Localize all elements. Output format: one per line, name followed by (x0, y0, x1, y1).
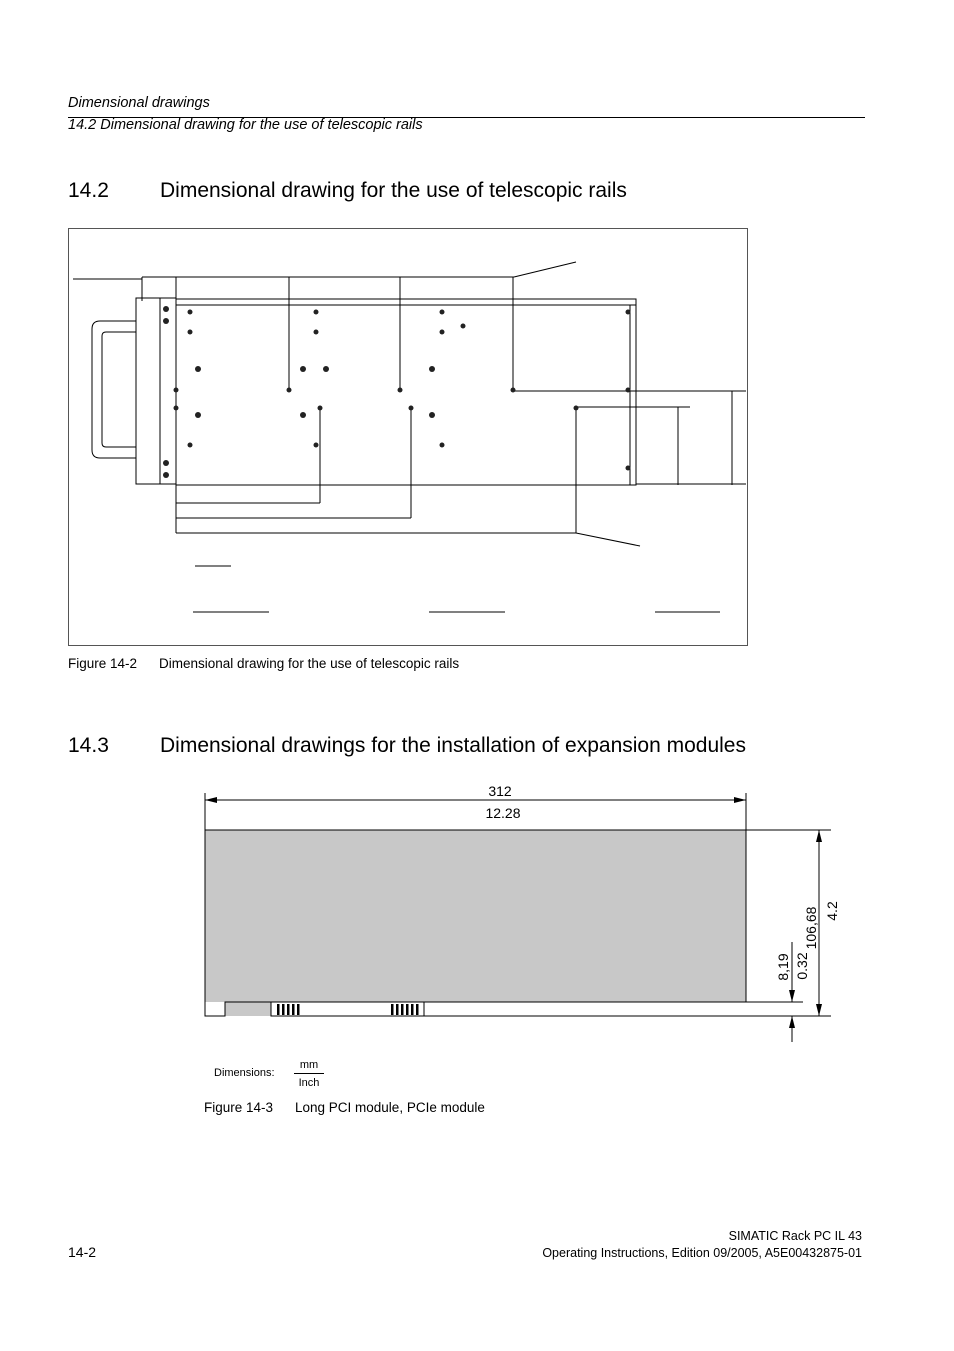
footer-page-number: 14-2 (68, 1244, 97, 1260)
footer-doc-info: Operating Instructions, Edition 09/2005, A5E00432875-01 (542, 1246, 862, 1260)
height-inch-label: 4.2 (824, 901, 840, 921)
edge-connector (271, 1002, 424, 1016)
dimensions-legend-label-html: Dimensions: (214, 1067, 275, 1079)
footer-product: SIMATIC Rack PC IL 43 (728, 1229, 862, 1243)
section-14-3-number: 14.3 (68, 734, 109, 757)
running-header-chapter: Dimensional drawings (68, 95, 210, 111)
pci-module-drawing (195, 780, 845, 1050)
section-14-3-title: Dimensional drawings for the installation of expansion modules (160, 734, 746, 757)
length-inch-label: 12.28 (485, 805, 521, 821)
offset-mm-label: 8,19 (775, 953, 791, 981)
offset-inch-label: 0.32 (794, 952, 810, 980)
figure-14-3-number: Figure 14-3 (204, 1100, 274, 1115)
dimensions-legend-unit-top-html: mm (299, 1059, 319, 1071)
running-header-section: 14.2 Dimensional drawing for the use of telescopic rails (68, 117, 423, 133)
figure-14-3-caption: Long PCI module, PCIe module (295, 1100, 485, 1115)
dimensions-legend-unit-bottom-html: Inch (298, 1077, 320, 1089)
dimensions-legend-rule (294, 1073, 324, 1074)
figure-14-2-caption: Dimensional drawing for the use of telescopic rails (159, 656, 460, 671)
length-mm-label: 312 (488, 783, 512, 799)
figure-14-2-number: Figure 14-2 (68, 656, 138, 671)
section-14-2-number: 14.2 (68, 179, 109, 202)
section-14-2-title: Dimensional drawing for the use of telescopic rails (160, 179, 627, 202)
telescopic-rails-drawing (68, 228, 749, 648)
height-mm-label: 106,68 (803, 906, 819, 950)
